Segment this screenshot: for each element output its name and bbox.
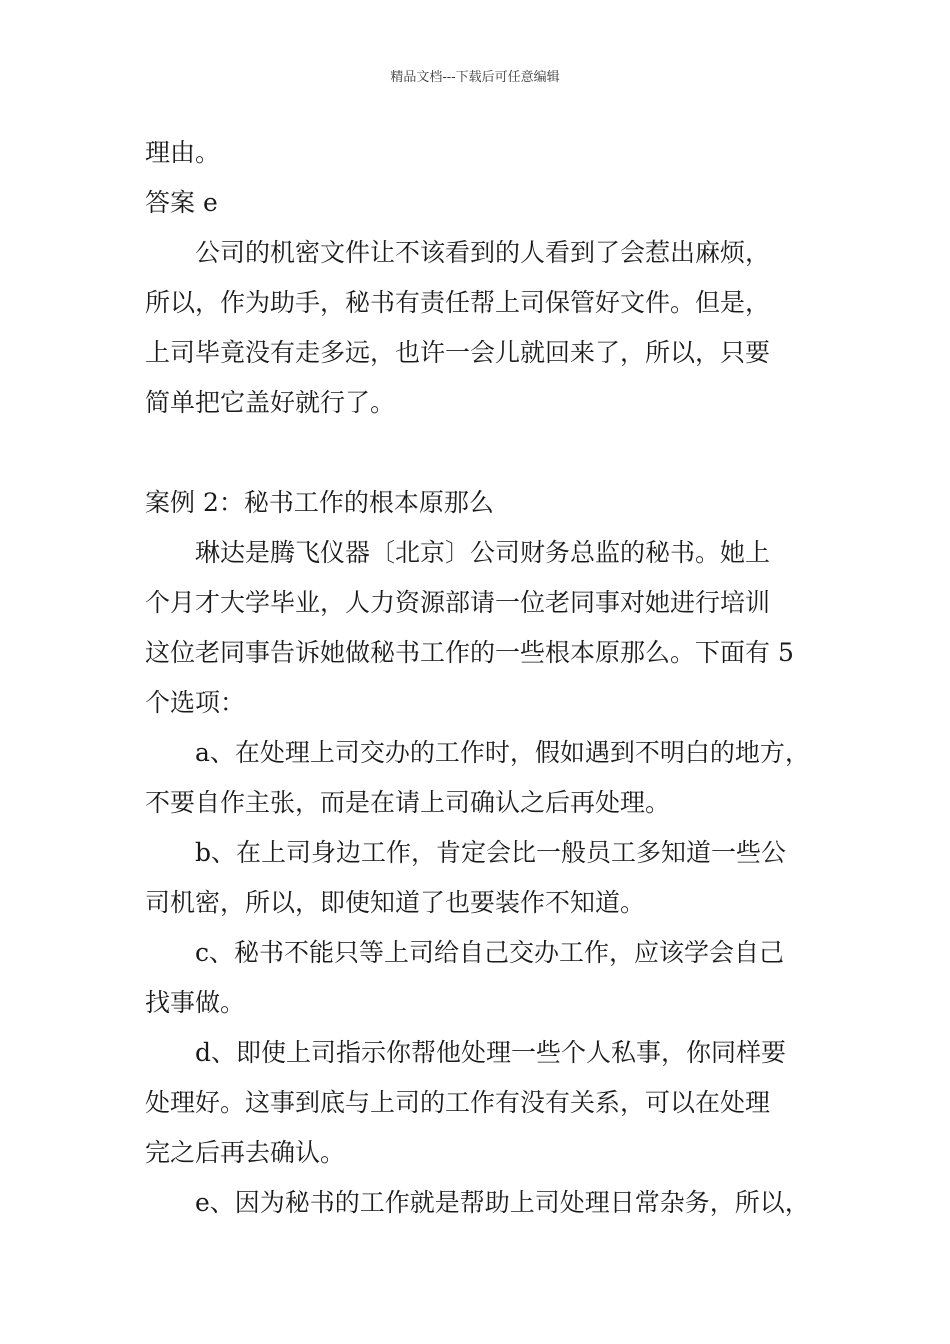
paragraph-gap (145, 428, 835, 478)
text-line: 找事做。 (145, 988, 246, 1017)
text-line: 这位老同事告诉她做秘书工作的一些根本原那么。下面有 5 (145, 638, 794, 667)
text-line: 上司毕竟没有走多远，也许一会儿就回来了，所以，只要 (145, 338, 771, 367)
option-a-line: a、在处理上司交办的工作时，假如遇到不明白的地方， (195, 738, 810, 767)
text-line: 理由。 (145, 138, 221, 167)
text-line: 处理好。这事到底与上司的工作有没有关系，可以在处理 (145, 1088, 771, 1117)
text-line: 公司的机密文件让不该看到的人看到了会惹出麻烦， (195, 238, 771, 267)
option-c-line: c、秘书不能只等上司给自己交办工作，应该学会自己 (195, 938, 785, 967)
page-header: 精品文档---下载后可任意编辑 (390, 70, 560, 85)
text-line: 简单把它盖好就行了。 (145, 388, 396, 417)
text-line: 所以，作为助手，秘书有责任帮上司保管好文件。但是， (145, 288, 771, 317)
text-line: 答案 e (145, 188, 218, 217)
option-b-line: b、在上司身边工作，肯定会比一般员工多知道一些公 (195, 838, 787, 867)
text-line: 完之后再去确认。 (145, 1138, 346, 1167)
option-d-line: d、即使上司指示你帮他处理一些个人私事，你同样要 (195, 1038, 787, 1067)
text-line: 司机密，所以，即使知道了也要装作不知道。 (145, 888, 646, 917)
text-line: 不要自作主张，而是在请上司确认之后再处理。 (145, 788, 671, 817)
text-line: 琳达是腾飞仪器〔北京〕公司财务总监的秘书。她上 (195, 538, 771, 567)
text-line: 个选项： (145, 688, 246, 717)
section-heading: 案例 2：秘书工作的根本原那么 (145, 488, 494, 517)
document-body (145, 128, 835, 1228)
text-line: 个月才大学毕业，人力资源部请一位老同事对她进行培训 (145, 588, 771, 617)
option-e-line: e、因为秘书的工作就是帮助上司处理日常杂务，所以， (195, 1188, 810, 1217)
